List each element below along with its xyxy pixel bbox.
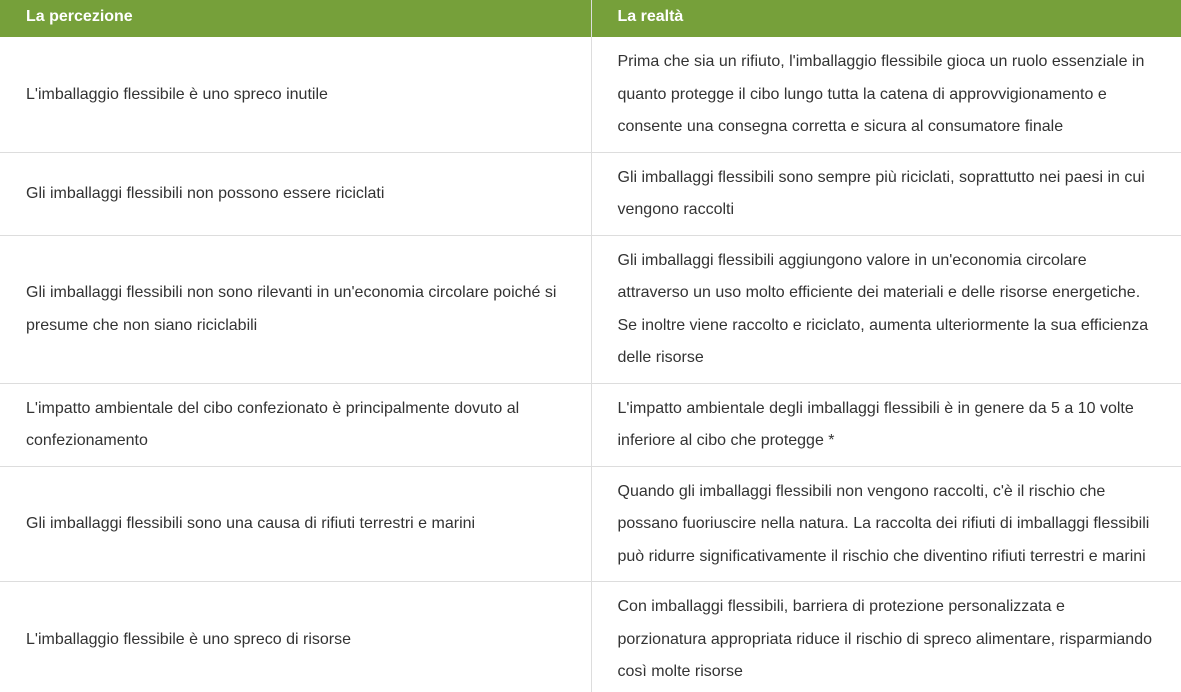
table-row bbox=[0, 235, 1181, 383]
reality-cell: Prima che sia un rifiuto, l'imballaggio flessibile gioca un ruolo essenziale in quanto protegge il cibo lungo tutta la catena di approvvigionamento e consente una consegna corretta e sicura al consumatore finale bbox=[591, 37, 1181, 152]
header-row bbox=[0, 0, 1181, 37]
perception-cell: L'imballaggio flessibile è uno spreco inutile bbox=[0, 37, 591, 152]
reality-cell: L'impatto ambientale degli imballaggi flessibili è in genere da 5 a 10 volte inferiore al cibo che protegge * bbox=[591, 383, 1181, 466]
reality-cell: Gli imballaggi flessibili sono sempre più riciclati, soprattutto nei paesi in cui vengono raccolti bbox=[591, 152, 1181, 235]
header-perception: La percezione bbox=[0, 0, 591, 37]
table-body bbox=[0, 37, 1181, 692]
table-row bbox=[0, 383, 1181, 466]
perception-cell: Gli imballaggi flessibili non sono rilevanti in un'economia circolare poiché si presume che non siano riciclabili bbox=[0, 235, 591, 383]
reality-cell: Gli imballaggi flessibili aggiungono valore in un'economia circolare attraverso un uso molto efficiente dei materiali e delle risorse energetiche. Se inoltre viene raccolto e riciclato, aumenta ulteriormente la sua efficienza delle risorse bbox=[591, 235, 1181, 383]
table-row bbox=[0, 466, 1181, 582]
reality-cell: Con imballaggi flessibili, barriera di protezione personalizzata e porzionatura appropriata riduce il rischio di spreco alimentare, risparmiando così molte risorse bbox=[591, 582, 1181, 692]
table-row bbox=[0, 152, 1181, 235]
perception-cell: Gli imballaggi flessibili sono una causa di rifiuti terrestri e marini bbox=[0, 466, 591, 582]
table-row bbox=[0, 582, 1181, 692]
reality-cell: Quando gli imballaggi flessibili non vengono raccolti, c'è il rischio che possano fuoriuscire nella natura. La raccolta dei rifiuti di imballaggi flessibili può ridurre significativamente il rischio che diventino rifiuti terrestri e marini bbox=[591, 466, 1181, 582]
table-row bbox=[0, 37, 1181, 152]
perception-cell: Gli imballaggi flessibili non possono essere riciclati bbox=[0, 152, 591, 235]
perception-cell: L'imballaggio flessibile è uno spreco di risorse bbox=[0, 582, 591, 692]
table-header bbox=[0, 0, 1181, 37]
perception-cell: L'impatto ambientale del cibo confezionato è principalmente dovuto al confezionamento bbox=[0, 383, 591, 466]
header-reality: La realtà bbox=[591, 0, 1181, 37]
